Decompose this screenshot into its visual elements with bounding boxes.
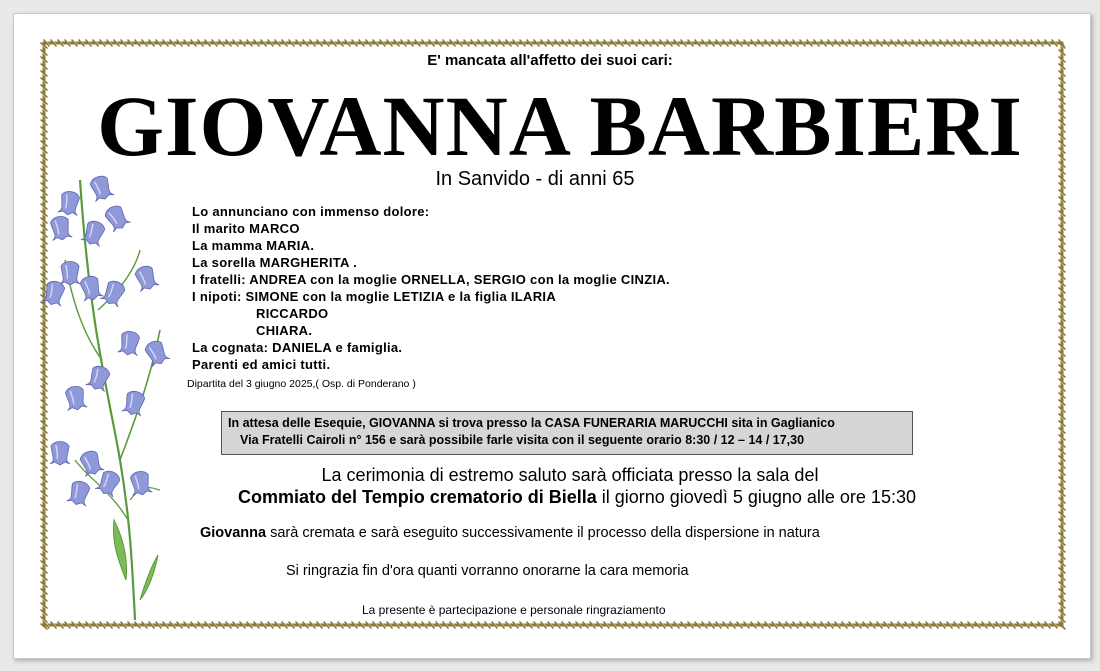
- closing-text: La presente è partecipazione e personale ringraziamento: [362, 603, 666, 617]
- family-line: CHIARA.: [256, 323, 313, 338]
- family-line: Parenti ed amici tutti.: [192, 357, 331, 372]
- ceremony-line-1: La cerimonia di estremo saluto sarà officiata presso la sala del: [321, 465, 819, 485]
- intro-text: E' mancata all'affetto dei suoi cari:: [427, 52, 673, 69]
- ceremony-date: il giorno giovedì 5 giugno alle ore 15:30: [596, 487, 916, 507]
- family-line: La sorella MARGHERITA .: [192, 255, 358, 270]
- age-location: In Sanvido - di anni 65: [435, 168, 635, 190]
- family-line: La cognata: DANIELA e famiglia.: [192, 340, 403, 355]
- visitation-line-1: In attesa delle Esequie, GIOVANNA si trova presso la CASA FUNERARIA MARUCCHI sita in Gaglianico: [228, 416, 835, 430]
- bellflower-illustration: [40, 160, 180, 625]
- cremation-text: sarà cremata e sarà eseguito successivamente il processo della dispersione in natura: [266, 525, 820, 541]
- visitation-line-2: Via Fratelli Cairoli n° 156 e sarà possibile farle visita con il seguente orario 8:30 / 12 – 14 / 17,30: [240, 433, 805, 447]
- death-note: Dipartita del 3 giugno 2025,( Osp. di Ponderano ): [187, 378, 416, 390]
- deceased-name: GIOVANNA BARBIERI: [97, 78, 1023, 174]
- family-line: I nipoti: SIMONE con la moglie LETIZIA e la figlia ILARIA: [192, 289, 557, 304]
- family-line: La mamma MARIA.: [192, 238, 315, 253]
- visitation-box: [221, 411, 913, 455]
- family-list: [192, 203, 670, 373]
- ceremony-venue: Commiato del Tempio crematorio di Biella: [238, 487, 597, 507]
- ceremony-line-2: [0, 487, 1100, 508]
- family-line: Il marito MARCO: [192, 221, 300, 236]
- thanks-text: Si ringrazia fin d'ora quanti vorranno onorarne la cara memoria: [286, 563, 689, 579]
- cremation-name: Giovanna: [200, 525, 267, 541]
- family-line: I fratelli: ANDREA con la moglie ORNELLA, SERGIO con la moglie CINZIA.: [192, 272, 670, 287]
- family-line: Lo annunciano con immenso dolore:: [192, 204, 430, 219]
- cremation-note: [200, 525, 820, 541]
- family-line: RICCARDO: [256, 306, 329, 321]
